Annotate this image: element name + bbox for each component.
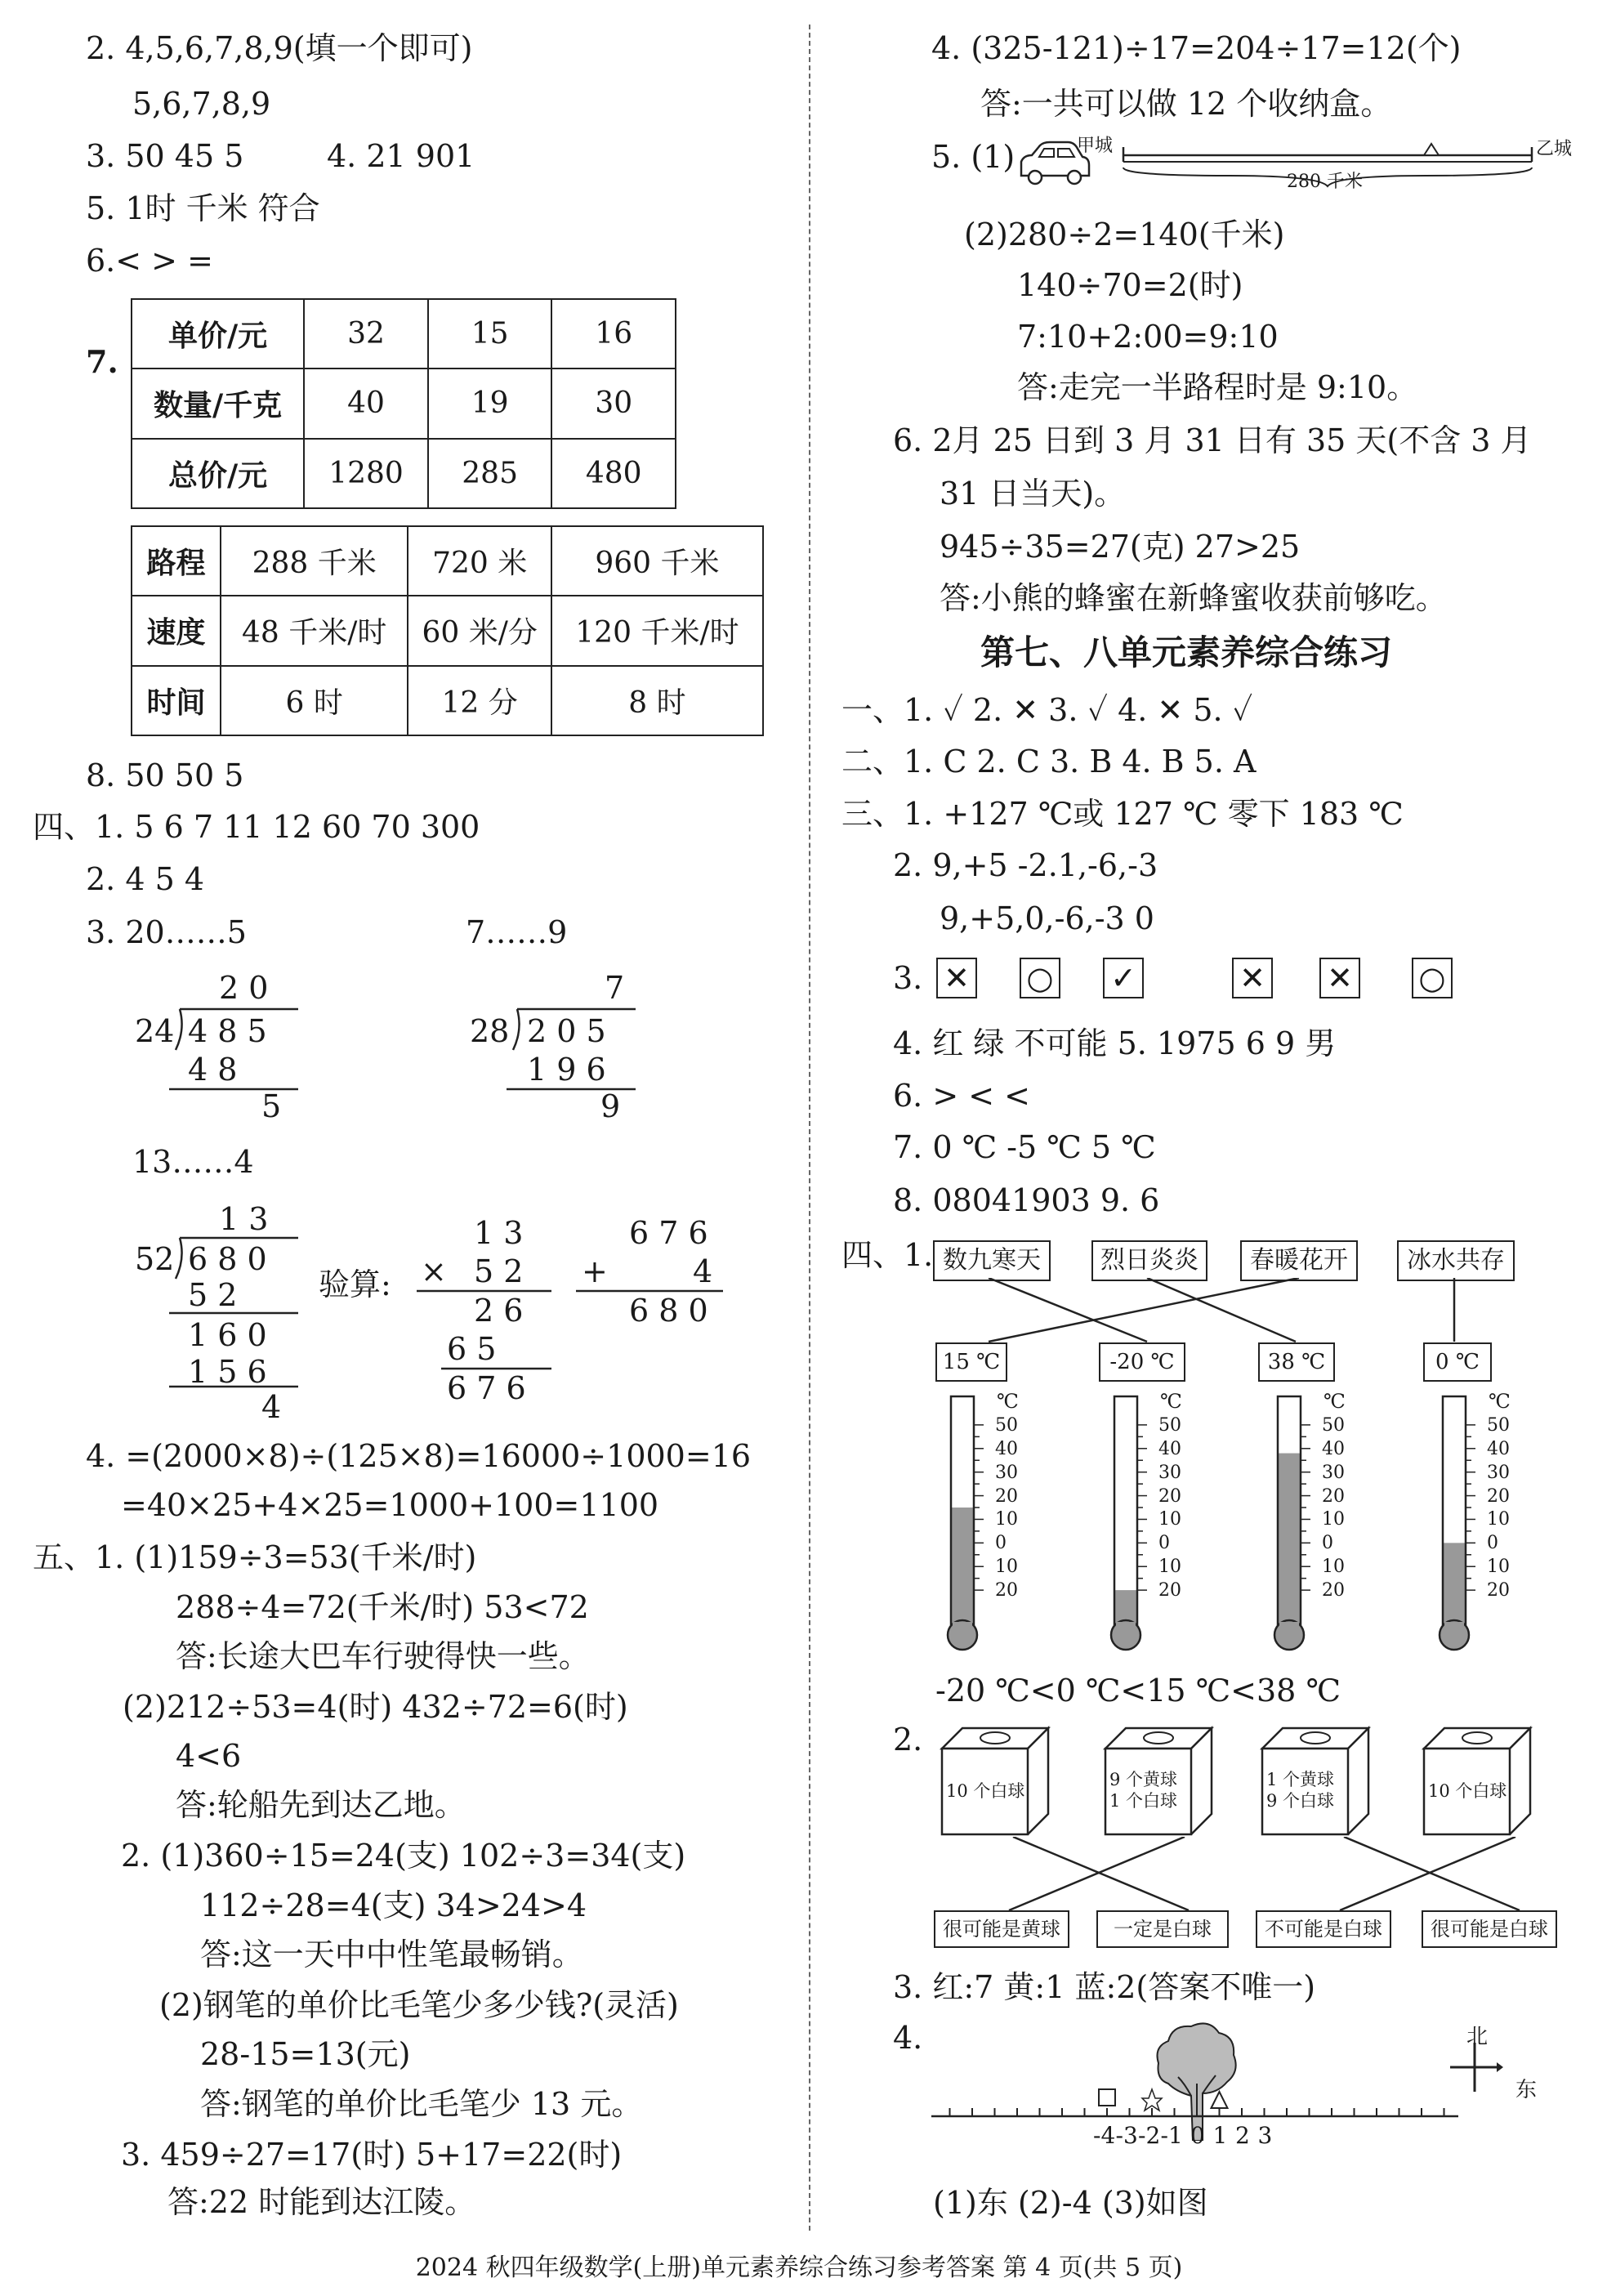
thermometer-tick-label: 20 [995, 1580, 1018, 1601]
city-b-label: 乙城 [1536, 139, 1573, 159]
section4-q4a: 4. =(2000×8)÷(125×8)=16000÷1000=16 [86, 1438, 752, 1474]
thermometer-tick-label: 0 [1487, 1533, 1498, 1554]
division-bracket [167, 1005, 306, 1095]
quotient: 2 0 [219, 970, 269, 1006]
section5-q3b: 答:22 时能到达江陵。 [167, 2184, 476, 2220]
section5-q2f: 答:钢笔的单价比毛笔少 13 元。 [200, 2086, 643, 2122]
section5-q3a: 3. 459÷27=17(时) 5+17=22(时) [121, 2137, 623, 2173]
row-header: 单价/元 [132, 299, 304, 369]
partial-product-2: 6 5 [447, 1331, 497, 1367]
thermometer-tick-label: 0 [1158, 1533, 1170, 1554]
part3-q2b: 9,+5,0,-6,-3 0 [940, 900, 1154, 936]
mark-box: ○ [1020, 958, 1060, 998]
phrase-box: 烈日炎炎 [1091, 1240, 1207, 1281]
part2-answers: 二、1. C 2. C 3. B 4. B 5. A [841, 744, 1257, 779]
star-marker [1142, 2089, 1162, 2111]
subtrahend-1: 5 2 [188, 1277, 238, 1313]
square-marker [1099, 2089, 1115, 2106]
price-table [131, 298, 676, 509]
thermometer-tick-label: 50 [1487, 1414, 1510, 1436]
section5-q2d: (2)钢笔的单价比毛笔少多少钱?(灵活) [159, 1987, 679, 2023]
table-cell: 1280 [304, 439, 428, 508]
table-cell: 6 时 [221, 666, 408, 735]
thermometer-tick-label: 20 [1322, 1580, 1345, 1601]
table-cell: 48 千米/时 [221, 596, 408, 665]
answer-5: 5. 1时 千米 符合 [86, 190, 320, 226]
table-cell: 40 [304, 369, 428, 438]
thermometer-tick-label: 10 [1487, 1509, 1510, 1530]
quotient: 1 3 [219, 1201, 269, 1237]
number-line-label: -4 [1093, 2122, 1116, 2149]
answer-3: 3. 50 45 5 [86, 138, 244, 174]
answer-2b: 5,6,7,8,9 [132, 86, 271, 122]
right-answer-6a: 6. 2月 25 日到 3 月 31 日有 35 天(不含 3 月 [893, 422, 1532, 458]
part3-q3-label: 3. [893, 960, 923, 996]
table-row [132, 666, 763, 735]
thermometer-tick-label: 20 [1158, 1580, 1181, 1601]
thermometer-tick-label: 40 [1158, 1438, 1181, 1459]
section5-q1b: 288÷4=72(千米/时) 53<72 [176, 1589, 589, 1625]
midpoint-marker [1424, 144, 1439, 155]
thermometer-tick-label: 20 [1487, 1580, 1510, 1601]
section4-q1: 四、1. 5 6 7 11 12 60 70 300 [33, 809, 480, 845]
number-line-label: 1 [1212, 2122, 1228, 2149]
table-cell: 32 [304, 299, 428, 369]
row-header: 路程 [132, 526, 221, 596]
part3-q1: 三、1. +127 ℃或 127 ℃ 零下 183 ℃ [841, 796, 1404, 832]
division-bracket [505, 1005, 644, 1095]
remainder: 4 [261, 1389, 282, 1425]
table-cell: 8 时 [551, 666, 763, 735]
section5-q1a: 五、1. (1)159÷3=53(千米/时) [33, 1539, 477, 1575]
section4-q3a: 3. 20……5 [86, 914, 247, 950]
section5-q1d: (2)212÷53=4(时) 432÷72=6(时) [123, 1689, 628, 1725]
table-row [132, 299, 676, 369]
part4-q2-label: 2. [893, 1722, 923, 1758]
ball-box-label: 9 个黄球 [1109, 1770, 1178, 1789]
subtrahend: 4 8 [188, 1052, 238, 1088]
thermometer-unit: ℃ [1160, 1390, 1182, 1413]
part4-q4-label: 4. [893, 2020, 923, 2056]
section5-q2c: 答:这一天中中性笔最畅销。 [200, 1936, 583, 1972]
number-line-label: -3 [1115, 2122, 1138, 2149]
right-answer-6d: 答:小熊的蜂蜜在新蜂蜜收获前够吃。 [940, 580, 1447, 616]
part1-answers: 一、1. ✓ 2. ✕ 3. ✓ 4. ✕ 5. ✓ [841, 692, 1253, 728]
section4-q3c: 13……4 [132, 1144, 254, 1180]
section5-q1c: 答:长途大巴车行驶得快一些。 [176, 1638, 590, 1674]
thermometer-tick-label: 40 [1487, 1438, 1510, 1459]
matching-lines-1 [931, 1278, 1520, 1343]
table-row [132, 526, 763, 596]
table-row [132, 439, 676, 508]
table-row [132, 596, 763, 665]
divisor: 28 [470, 1013, 510, 1049]
column-divider [809, 25, 810, 2231]
row-header: 时间 [132, 666, 221, 735]
mark-box: ○ [1412, 958, 1453, 998]
part4-q3: 3. 红:7 黄:1 蓝:2(答案不唯一) [893, 1969, 1316, 2005]
thermometer-tick-label: 50 [1322, 1414, 1345, 1436]
thermometer-tick-label: 40 [1322, 1438, 1345, 1459]
thermometer-tick-label: 0 [995, 1533, 1007, 1554]
thermometer-tick-label: 20 [1158, 1485, 1181, 1507]
mark-box: ✕ [1319, 958, 1360, 998]
table-cell: 19 [428, 369, 552, 438]
ball-box-label: 10 个白球 [946, 1781, 1025, 1801]
part3-q4-5: 4. 红 绿 不可能 5. 1975 6 9 男 [893, 1025, 1337, 1061]
table-cell: 480 [551, 439, 676, 508]
table-cell: 285 [428, 439, 552, 508]
part4-q1-label: 四、1. [841, 1237, 934, 1273]
section4-q3b: 7……9 [466, 914, 568, 950]
partial-remainder: 1 6 0 [188, 1317, 267, 1353]
right-answer-4a: 4. (325-121)÷17=204÷17=12(个) [931, 30, 1462, 66]
mark-box: ✓ [1103, 958, 1144, 998]
east-label: 东 [1515, 2078, 1538, 2102]
answer-2a: 2. 4,5,6,7,8,9(填一个即可) [86, 30, 473, 66]
temperature-comparison: -20 ℃<0 ℃<15 ℃<38 ℃ [935, 1673, 1341, 1709]
dividend: 6 8 0 [188, 1241, 267, 1277]
page-footer: 2024 秋四年级数学(上册)单元素养综合练习参考答案 第 4 页(共 5 页) [415, 2254, 1183, 2282]
matching-lines-2 [931, 1837, 1569, 1912]
thermometer-tick-label: 10 [995, 1509, 1018, 1530]
subtrahend-2: 1 5 6 [188, 1354, 267, 1390]
answer-8: 8. 50 50 5 [86, 757, 244, 793]
thermometer-tick-label: 30 [1322, 1462, 1345, 1483]
table-cell: 720 米 [408, 526, 551, 596]
north-label: 北 [1466, 2025, 1489, 2049]
table-cell: 12 分 [408, 666, 551, 735]
mark-box: ✕ [1232, 958, 1273, 998]
thermometer-tick-label: 10 [1158, 1509, 1181, 1530]
row-header: 总价/元 [132, 439, 304, 508]
dividend: 2 0 5 [527, 1013, 606, 1049]
subtrahend: 1 9 6 [527, 1052, 606, 1088]
part3-q6: 6. > < < [893, 1078, 1031, 1114]
ball-box-label: 1 个白球 [1109, 1791, 1178, 1811]
dividend: 4 8 5 [188, 1013, 267, 1049]
thermometer-tick-label: 10 [1158, 1557, 1181, 1578]
division-bracket [167, 1234, 306, 1397]
multiplier: 5 2 [474, 1253, 524, 1289]
result-box: 一定是白球 [1096, 1910, 1229, 1948]
number-line-label: 3 [1257, 2122, 1273, 2149]
table-cell: 288 千米 [221, 526, 408, 596]
sum: 6 8 0 [629, 1293, 708, 1329]
number-line-label: -1 [1160, 2122, 1183, 2149]
times-sign: × [421, 1253, 447, 1289]
part3-q7: 7. 0 ℃ -5 ℃ 5 ℃ [893, 1129, 1156, 1165]
temperature-box: 0 ℃ [1423, 1342, 1492, 1382]
thermometer-tick-label: 20 [1487, 1485, 1510, 1507]
thermometer-tick-label: 30 [995, 1462, 1018, 1483]
right-answer-4b: 答:一共可以做 12 个收纳盒。 [980, 86, 1392, 122]
distance-label: 280 千米 [1287, 172, 1363, 192]
section5-q2e: 28-15=13(元) [200, 2036, 411, 2072]
thermometer-unit: ℃ [997, 1390, 1019, 1413]
table-cell: 16 [551, 299, 676, 369]
thermometer-tick-label: 20 [1322, 1485, 1345, 1507]
table-cell: 15 [428, 299, 552, 369]
section4-q2: 2. 4 5 4 [86, 861, 205, 897]
right-answer-5b: (2)280÷2=140(千米) [964, 217, 1285, 252]
divisor: 24 [135, 1013, 175, 1049]
triangle-marker [1212, 2092, 1228, 2108]
section5-q1e: 4<6 [176, 1738, 242, 1774]
thermometer-tick-label: 20 [995, 1485, 1018, 1507]
table-cell: 30 [551, 369, 676, 438]
right-answer-6c: 945÷35=27(克) 27>25 [940, 529, 1301, 565]
mark-box: ✕ [936, 958, 977, 998]
section5-q2a: 2. (1)360÷15=24(支) 102÷3=34(支) [121, 1838, 686, 1874]
calc-lines [413, 1287, 556, 1373]
city-a-label: 甲城 [1077, 136, 1114, 156]
result-box: 很可能是白球 [1422, 1910, 1557, 1948]
right-answer-5-label: 5. (1) [931, 139, 1015, 175]
table-cell: 60 米/分 [408, 596, 551, 665]
table-cell: 120 千米/时 [551, 596, 763, 665]
thermometer-tick-label: 0 [1322, 1533, 1333, 1554]
remainder: 5 [261, 1088, 282, 1124]
remainder: 9 [600, 1088, 621, 1124]
part3-q8-9: 8. 08041903 9. 6 [893, 1182, 1160, 1218]
section5-q2b: 112÷28=4(支) 34>24>4 [200, 1887, 587, 1923]
addend-1: 6 7 6 [629, 1215, 708, 1251]
divisor: 52 [135, 1241, 175, 1277]
thermometer-tick-label: 30 [1158, 1462, 1181, 1483]
answer-6: 6.< > = [86, 243, 213, 279]
thermometer-tick-label: 50 [995, 1414, 1018, 1436]
temperature-box: 15 ℃ [935, 1342, 1007, 1382]
right-answer-5c: 140÷70=2(时) [1017, 267, 1243, 303]
ball-box-label: 9 个白球 [1266, 1791, 1335, 1811]
part4-q4-answer: (1)东 (2)-4 (3)如图 [933, 2185, 1208, 2221]
answer-4: 4. 21 901 [327, 138, 475, 174]
number-line-label: 2 [1235, 2122, 1250, 2149]
thermometer-tick-label: 10 [1322, 1557, 1345, 1578]
result-box: 不可能是白球 [1256, 1910, 1391, 1948]
phrase-box: 春暖花开 [1240, 1240, 1358, 1281]
temperature-box: 38 ℃ [1258, 1342, 1335, 1382]
thermometer-tick-label: 50 [1158, 1414, 1181, 1436]
part3-q2a: 2. 9,+5 -2.1,-6,-3 [893, 847, 1158, 883]
table-row [132, 369, 676, 438]
ball-box-label: 10 个白球 [1428, 1781, 1507, 1801]
number-line-label: 0 [1190, 2122, 1205, 2149]
thermometer-tick-label: 30 [1487, 1462, 1510, 1483]
right-answer-6b: 31 日当天)。 [940, 476, 1126, 511]
thermometer-unit: ℃ [1323, 1390, 1346, 1413]
section-heading: 第七、八单元素养综合练习 [980, 632, 1393, 672]
ball-box-label: 1 个黄球 [1266, 1770, 1335, 1789]
plus-sign: + [582, 1253, 608, 1289]
verify-label: 验算: [319, 1266, 391, 1302]
phrase-box: 冰水共存 [1397, 1240, 1515, 1281]
thermometer-tick-label: 10 [995, 1557, 1018, 1578]
thermometer-tick-label: 10 [1487, 1557, 1510, 1578]
section5-q1f: 答:轮船先到达乙地。 [176, 1787, 466, 1823]
result-box: 很可能是黄球 [934, 1910, 1069, 1948]
temperature-box: -20 ℃ [1099, 1342, 1185, 1382]
answer-7-label: 7. [86, 343, 118, 380]
phrase-box: 数九寒天 [933, 1240, 1051, 1281]
right-answer-5e: 答:走完一半路程时是 9:10。 [1017, 369, 1418, 405]
row-header: 速度 [132, 596, 221, 665]
product: 6 7 6 [447, 1370, 526, 1406]
speed-table [131, 525, 764, 736]
calc-line [572, 1287, 727, 1295]
thermometer-tick-label: 40 [995, 1438, 1018, 1459]
partial-product-1: 2 6 [474, 1293, 524, 1329]
quotient: 7 [605, 970, 625, 1006]
addend-2: 4 [693, 1253, 713, 1289]
row-header: 数量/千克 [132, 369, 304, 438]
right-answer-5d: 7:10+2:00=9:10 [1017, 319, 1279, 355]
multiplicand: 1 3 [474, 1215, 524, 1251]
table-cell: 960 千米 [551, 526, 763, 596]
section4-q4b: =40×25+4×25=1000+100=1100 [121, 1487, 659, 1523]
thermometer-unit: ℃ [1489, 1390, 1511, 1413]
thermometer-tick-label: 10 [1322, 1509, 1345, 1530]
number-line-label: -2 [1138, 2122, 1161, 2149]
